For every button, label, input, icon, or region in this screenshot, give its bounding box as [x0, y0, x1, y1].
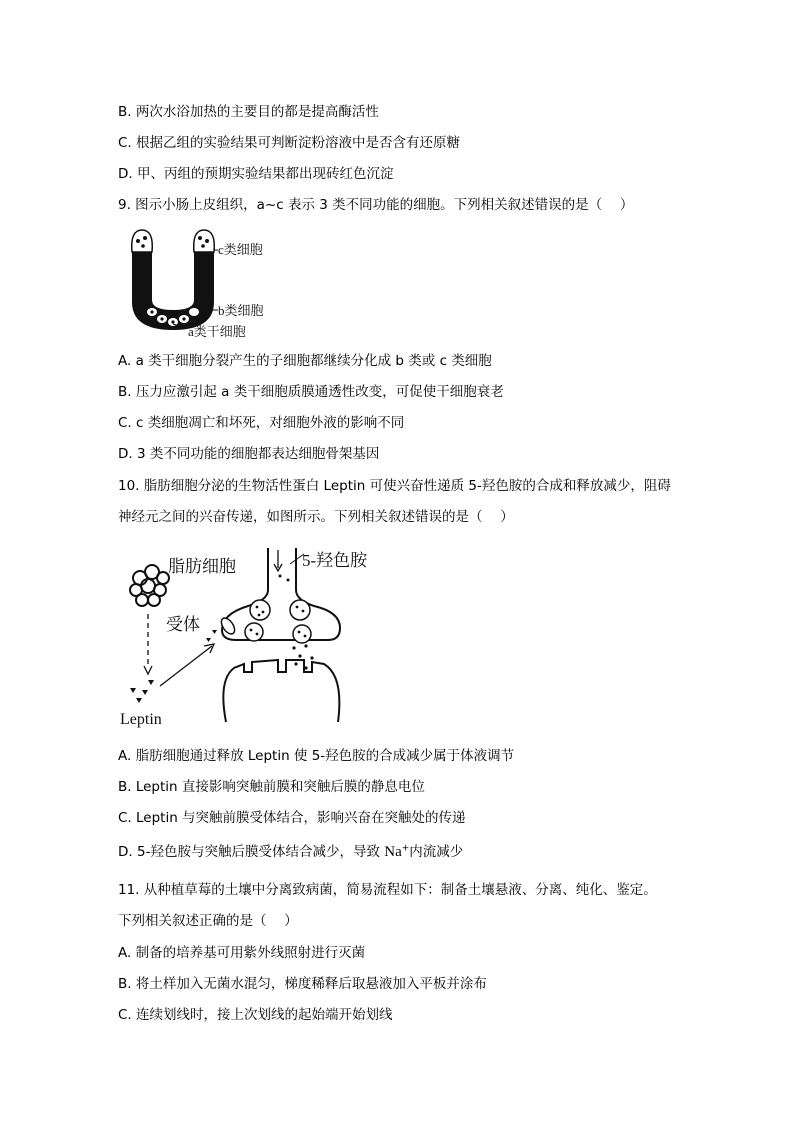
- q8-option-d: D. 甲、丙组的预期实验结果都出现砖红色沉淀: [118, 166, 394, 182]
- q11-stem-line1: 11. 从种植草莓的土壤中分离致病菌，简易流程如下：制备土壤悬液、分离、纯化、鉴定。: [118, 882, 657, 898]
- q10-option-d-text: D. 5-羟色胺与突触后膜受体结合减少，导致: [118, 844, 385, 860]
- q10-option-c: C. Leptin 与突触前膜受体结合，影响兴奋在突触处的传递: [118, 810, 466, 826]
- sodium-ion-symbol: Na: [384, 844, 402, 860]
- q9-option-d: D. 3 类不同功能的细胞都表达细胞骨架基因: [118, 446, 380, 462]
- q11-option-b: B. 将土样加入无菌水混匀，梯度稀释后取悬液加入平板并涂布: [118, 976, 487, 992]
- q10-stem-line1: 10. 脂肪细胞分泌的生物活性蛋白 Leptin 可使兴奋性递质 5-羟色胺的合成和释放减少，阻碍: [118, 478, 671, 494]
- sodium-ion-charge: +: [401, 843, 410, 854]
- label-leptin: Leptin: [120, 711, 162, 728]
- label-fat-cell: 脂肪细胞: [168, 557, 236, 576]
- label-b-cells: b类细胞: [218, 303, 264, 318]
- q9-option-a: A. a 类干细胞分裂产生的子细胞都继续分化成 b 类或 c 类细胞: [118, 353, 492, 369]
- q9-option-b: B. 压力应激引起 a 类干细胞质膜通透性改变，可促使干细胞衰老: [118, 384, 504, 400]
- label-receptor: 受体: [166, 615, 200, 634]
- q10-option-d: [118, 843, 463, 861]
- q10-option-a: A. 脂肪细胞通过释放 Leptin 使 5-羟色胺的合成减少属于体液调节: [118, 748, 515, 764]
- label-serotonin: 5-羟色胺: [302, 551, 368, 570]
- q8-option-c: C. 根据乙组的实验结果可判断淀粉溶液中是否含有还原糖: [118, 135, 461, 151]
- label-a-stem-cells: a类干细胞: [188, 324, 246, 339]
- q11-option-c: C. 连续划线时，接上次划线的起始端开始划线: [118, 1007, 393, 1023]
- intestinal-epithelium-figure: [118, 224, 288, 344]
- q9-stem: 9. 图示小肠上皮组织，a~c 表示 3 类不同功能的细胞。下列相关叙述错误的是（ ）: [118, 197, 634, 213]
- q10-option-d-text-end: 内流减少: [409, 844, 464, 860]
- q10-option-b: B. Leptin 直接影响突触前膜和突触后膜的静息电位: [118, 779, 425, 795]
- q8-option-b: B. 两次水浴加热的主要目的都是提高酶活性: [118, 104, 379, 120]
- postsynaptic-membrane: [223, 660, 339, 722]
- label-c-cells: c类细胞: [218, 242, 263, 257]
- synapse-leptin-figure: [118, 540, 388, 730]
- q9-option-c: C. c 类细胞凋亡和坏死，对细胞外液的影响不同: [118, 415, 405, 431]
- q10-stem-line2: 神经元之间的兴奋传递，如图所示。下列相关叙述错误的是（ ）: [118, 509, 514, 525]
- q11-stem-line2: 下列相关叙述正确的是（ ）: [118, 913, 298, 929]
- q11-option-a: A. 制备的培养基可用紫外线照射进行灭菌: [118, 945, 366, 961]
- fat-cell-cluster-icon: [130, 565, 169, 606]
